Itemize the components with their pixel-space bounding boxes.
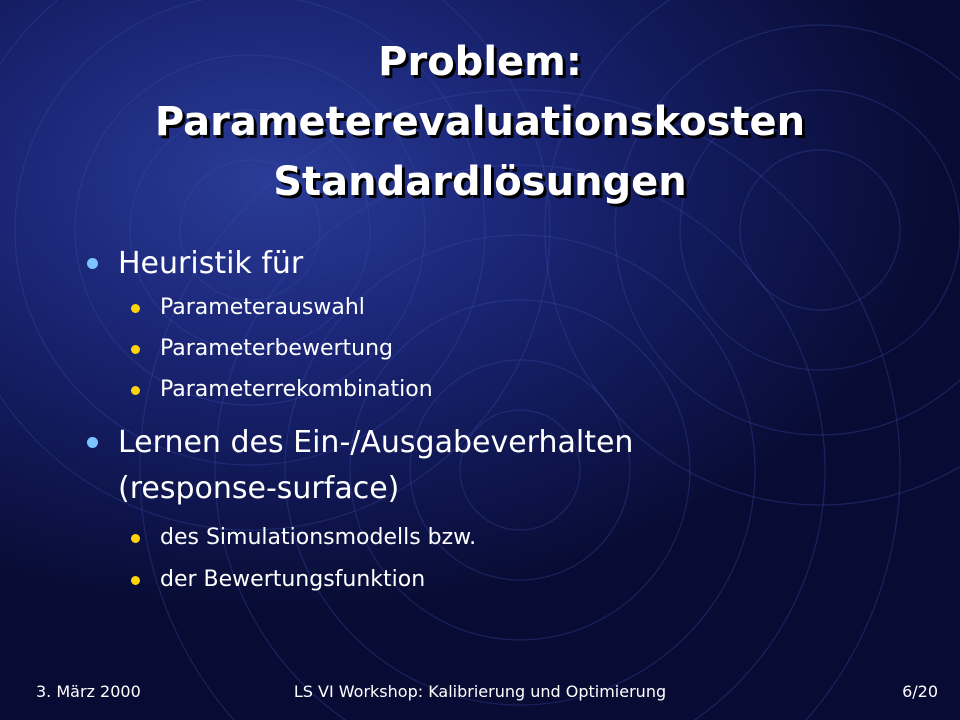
sub-bullet-dot-icon	[131, 576, 140, 585]
bullet-text: Heuristik für	[118, 246, 304, 281]
sub-bullet-text: der Bewertungsfunktion	[160, 567, 426, 592]
bullet-dot-icon	[87, 437, 98, 448]
sub-bullet-text: des Simulationsmodells bzw.	[160, 525, 477, 550]
sub-bullet-text: Parameterrekombination	[160, 377, 433, 402]
sub-bullet-dot-icon	[131, 345, 140, 354]
sub-bullet-dot-icon	[131, 304, 140, 313]
bullet-text-continuation: (response-surface)	[118, 471, 400, 506]
title-line-2: Parameterevaluationskosten	[154, 99, 806, 145]
sub-bullet-text: Parameterauswahl	[160, 295, 365, 320]
footer-title: LS VI Workshop: Kalibrierung und Optimierung	[293, 682, 667, 701]
bullet-dot-icon	[87, 258, 98, 269]
title-line-1: Problem:	[378, 39, 582, 85]
sub-bullet-text: Parameterbewertung	[160, 336, 394, 361]
page-number: 6/20	[902, 682, 938, 701]
sub-bullet-dot-icon	[131, 534, 140, 543]
footer-date: 3. März 2000	[36, 682, 141, 701]
title-line-3: Standardlösungen	[273, 159, 687, 205]
sub-bullet-dot-icon	[131, 386, 140, 395]
bullet-text: Lernen des Ein-/Ausgabeverhalten	[118, 425, 634, 460]
